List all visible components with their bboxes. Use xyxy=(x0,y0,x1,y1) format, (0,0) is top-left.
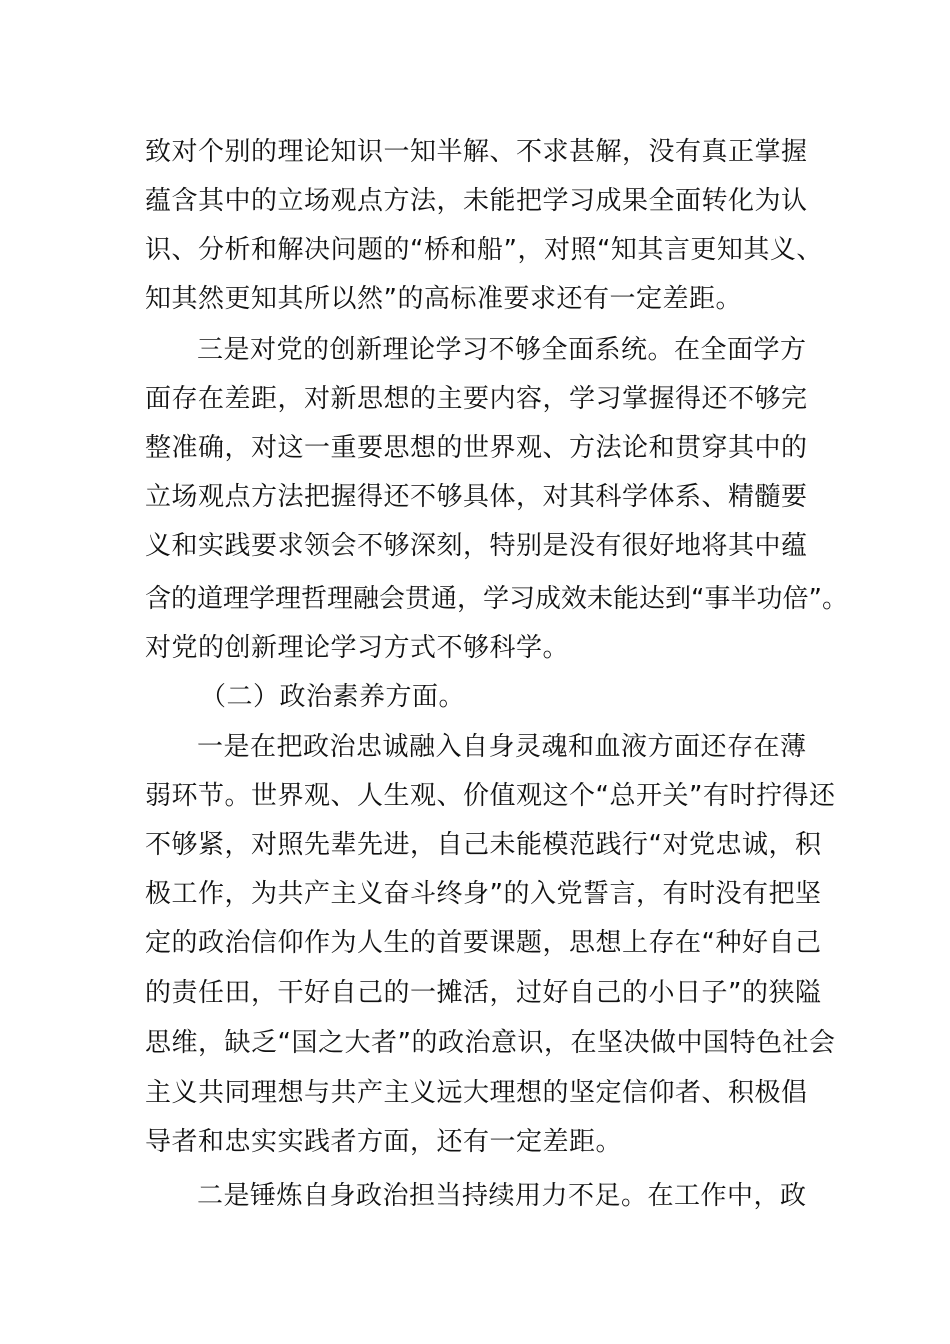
paragraph-first-line: 三是对党的创新理论学习不够全面系统。在全面学方 xyxy=(197,335,807,365)
body-text-line: 义和实践要求领会不够深刻，特别是没有很好地将其中蕴 xyxy=(145,531,808,561)
body-text-line: 导者和忠实实践者方面，还有一定差距。 xyxy=(145,1127,623,1157)
body-text-line: 弱环节。世界观、人生观、价值观这个“总开关”有时拧得还 xyxy=(145,781,836,811)
section-heading: （二）政治素养方面。 xyxy=(200,682,466,712)
body-text-line: 面存在差距，对新思想的主要内容，学习掌握得还不够完 xyxy=(145,384,808,414)
body-text-line: 不够紧，对照先辈先进，自己未能模范践行“对党忠诚，积 xyxy=(145,830,822,860)
body-text-line: 含的道理学理哲理融会贯通，学习成效未能达到“事半功倍”。 xyxy=(145,584,848,614)
body-text-line: 思维，缺乏“国之大者”的政治意识，在坚决做中国特色社会 xyxy=(145,1028,836,1058)
body-text-line: 主义共同理想与共产主义远大理想的坚定信仰者、积极倡 xyxy=(145,1078,808,1108)
body-text-line: 识、分析和解决问题的“桥和船”，对照“知其言更知其义、 xyxy=(145,235,823,265)
paragraph-first-line: 二是锤炼自身政治担当持续用力不足。在工作中，政 xyxy=(197,1181,807,1211)
body-text-line: 致对个别的理论知识一知半解、不求甚解，没有真正掌握 xyxy=(145,137,808,167)
body-text-line: 对党的创新理论学习方式不够科学。 xyxy=(145,633,570,663)
body-text-line: 知其然更知其所以然”的高标准要求还有一定差距。 xyxy=(145,284,742,314)
body-text-line: 极工作，为共产主义奋斗终身”的入党誓言，有时没有把坚 xyxy=(145,879,822,909)
body-text-line: 的责任田，干好自己的一摊活，过好自己的小日子”的狭隘 xyxy=(145,978,822,1008)
body-text-line: 整准确，对这一重要思想的世界观、方法论和贯穿其中的 xyxy=(145,433,808,463)
body-text-line: 蕴含其中的立场观点方法，未能把学习成果全面转化为认 xyxy=(145,186,808,216)
paragraph-first-line: 一是在把政治忠诚融入自身灵魂和血液方面还存在薄 xyxy=(197,732,807,762)
body-text-line: 立场观点方法把握得还不够具体，对其科学体系、精髓要 xyxy=(145,482,808,512)
body-text-line: 定的政治信仰作为人生的首要课题，思想上存在“种好自己 xyxy=(145,928,822,958)
